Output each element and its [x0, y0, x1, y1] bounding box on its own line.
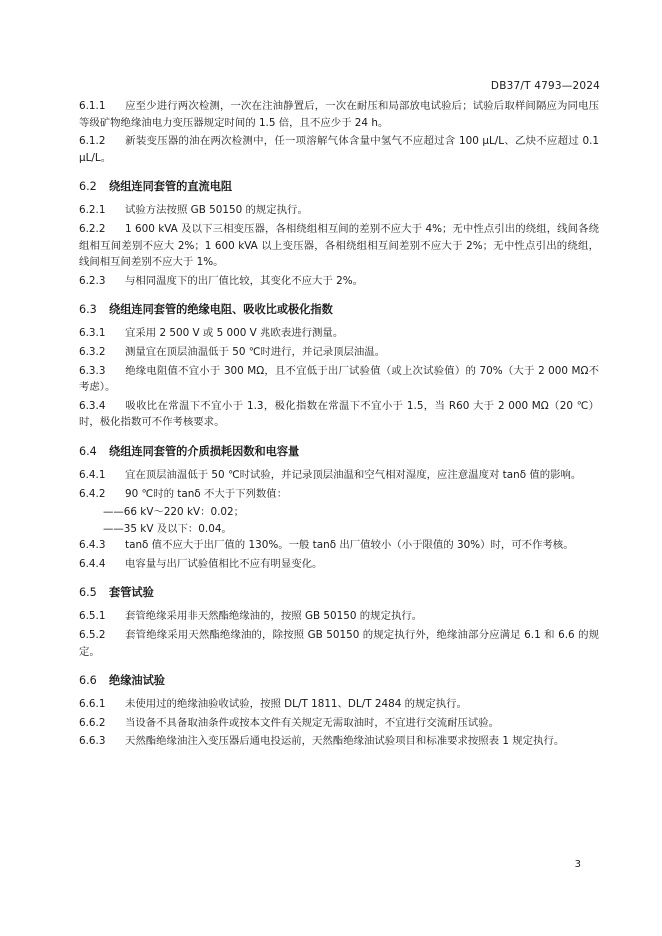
clause-number: 6.3.1	[79, 327, 106, 340]
clause	[79, 608, 599, 625]
clause-text: 90 ℃时的 tanδ 不大于下列数值：	[125, 487, 288, 500]
section-heading-title: 绝缘油试验	[109, 674, 165, 688]
clause-number: 6.1.1	[79, 100, 106, 112]
section-6-4	[79, 443, 599, 573]
document-body	[79, 98, 599, 752]
clause-number: 6.3.2	[79, 345, 106, 358]
section-heading	[79, 301, 599, 319]
clause-text: 宜采用 2 500 V 或 5 000 V 兆欧表进行测量。	[125, 327, 344, 340]
clause-number: 6.3.4	[79, 399, 106, 412]
clause	[79, 556, 599, 573]
clause	[79, 325, 599, 342]
section-6-1-cont	[79, 98, 599, 166]
clause	[79, 467, 599, 484]
clause-text: 1 600 kVA 及以下三相变压器，各相绕组相互间的差别不应大于 4%；无中性点引出的绕组，线间各绕组相互间差别不应大 2%；1 600 kVA 以上变压器，各相绕组相互间差别不应大于 2%；无中性点引出的绕组，线间相互间差别不应大于 1%。	[79, 222, 599, 269]
list-item: ——66 kV～220 kV：0.02；	[103, 506, 244, 519]
clause-number: 6.4.4	[79, 557, 106, 570]
document-id: DB37/T 4793—2024	[490, 80, 600, 92]
section-6-3	[79, 301, 599, 431]
clause-text: 绝缘电阻值不宜小于 300 MΩ，且不宜低于出厂试验值（或上次试验值）的 70%（大于 2 000 MΩ不考虑）。	[79, 364, 599, 394]
clause-text: 与相同温度下的出厂值比较，其变化不应大于 2%。	[125, 274, 363, 287]
clause-text: 新装变压器的油在两次检测中，任一项溶解气体含量中氢气不应超过含 100 μL/L、乙炔不应超过 0.1 μL/L。	[79, 135, 599, 164]
clause-number: 6.5.1	[79, 610, 106, 623]
section-heading-number: 6.4	[79, 444, 97, 458]
list-item: ——35 kV 及以下：0.04。	[103, 522, 232, 535]
clause	[79, 733, 599, 750]
section-heading	[79, 672, 599, 690]
clause-text: 电容量与出厂试验值相比不应有明显变化。	[125, 557, 323, 570]
clause-number: 6.4.2	[79, 487, 106, 500]
page-number: 3	[574, 859, 581, 870]
clause	[79, 486, 599, 503]
clause-number: 6.1.2	[79, 135, 106, 148]
clause-text: 套管绝缘采用非天然酯绝缘油的，按照 GB 50150 的规定执行。	[125, 610, 423, 623]
section-heading-title: 绕组连同套管的绝缘电阻、吸收比或极化指数	[109, 303, 333, 317]
clause-number: 6.2.2	[79, 222, 106, 235]
clause-text: 吸收比在常温下不宜小于 1.3，极化指数在常温下不宜小于 1.5，当 R60 大于 2 000 MΩ（20 ℃）时，极化指数可不作考核要求。	[79, 399, 599, 429]
clause	[79, 273, 599, 290]
clause-text: 套管绝缘采用天然酯绝缘油的，除按照 GB 50150 的规定执行外，绝缘油部分应满足 6.1 和 6.6 的规定。	[79, 629, 599, 658]
section-heading-number: 6.6	[79, 674, 97, 688]
section-heading	[79, 584, 599, 602]
section-heading-number: 6.2	[79, 180, 97, 194]
clause-number: 6.2.1	[79, 204, 106, 217]
clause	[79, 627, 599, 660]
clause-text: 应至少进行两次检测，一次在注油静置后，一次在耐压和局部放电试验后；试验后取样间隔应为同电压等级矿物绝缘油电力变压器规定时间的 1.5 倍，且不应少于 24 h。	[79, 100, 599, 129]
clause-text: tanδ 值不应大于出厂值的 130%。一般 tanδ 出厂值较小（小于限值的 30%）时，可不作考核。	[125, 539, 574, 552]
clause	[79, 133, 599, 166]
clause-number: 6.2.3	[79, 274, 106, 287]
clause-text: 当设备不具备取油条件或按本文件有关规定无需取油时，不宜进行交流耐压试验。	[125, 716, 500, 729]
clause-text: 试验方法按照 GB 50150 的规定执行。	[125, 204, 308, 217]
clause-text: 测量宜在顶层油温低于 50 ℃时进行，并记录顶层油温。	[125, 345, 386, 358]
section-heading	[79, 178, 599, 196]
section-heading	[79, 443, 599, 461]
section-6-2	[79, 178, 599, 289]
section-6-5	[79, 584, 599, 660]
clause	[79, 98, 599, 131]
section-heading-number: 6.3	[79, 303, 97, 317]
clause-text: 未使用过的绝缘油验收试验，按照 DL/T 1811、DL/T 2484 的规定执行。	[125, 698, 467, 711]
section-heading-title: 套管试验	[109, 586, 154, 600]
section-heading-title: 绕组连同套管的介质损耗因数和电容量	[109, 444, 300, 458]
clause-number: 6.6.2	[79, 716, 106, 729]
clause-number: 6.4.1	[79, 468, 106, 481]
clause	[79, 344, 599, 361]
clause	[79, 363, 599, 396]
clause	[79, 537, 599, 554]
clause-text: 宜在顶层油温低于 50 ℃时试验，并记录顶层油温和空气相对湿度，应注意温度对 tanδ 值的影响。	[125, 468, 582, 481]
clause-number: 6.6.1	[79, 698, 106, 711]
clause-number: 6.6.3	[79, 735, 106, 748]
section-heading-title: 绕组连同套管的直流电阻	[109, 180, 233, 194]
clause	[79, 696, 599, 713]
section-6-6	[79, 672, 599, 750]
clause	[79, 221, 599, 271]
clause	[79, 202, 599, 219]
clause	[79, 398, 599, 431]
clause	[79, 715, 599, 732]
clause-number: 6.5.2	[79, 629, 106, 642]
section-heading-number: 6.5	[79, 586, 97, 600]
clause-number: 6.3.3	[79, 364, 106, 377]
clause-number: 6.4.3	[79, 539, 106, 552]
clause-text: 天然酯绝缘油注入变压器后通电投运前，天然酯绝缘油试验项目和标准要求按照表 1 规定执行。	[125, 735, 565, 748]
